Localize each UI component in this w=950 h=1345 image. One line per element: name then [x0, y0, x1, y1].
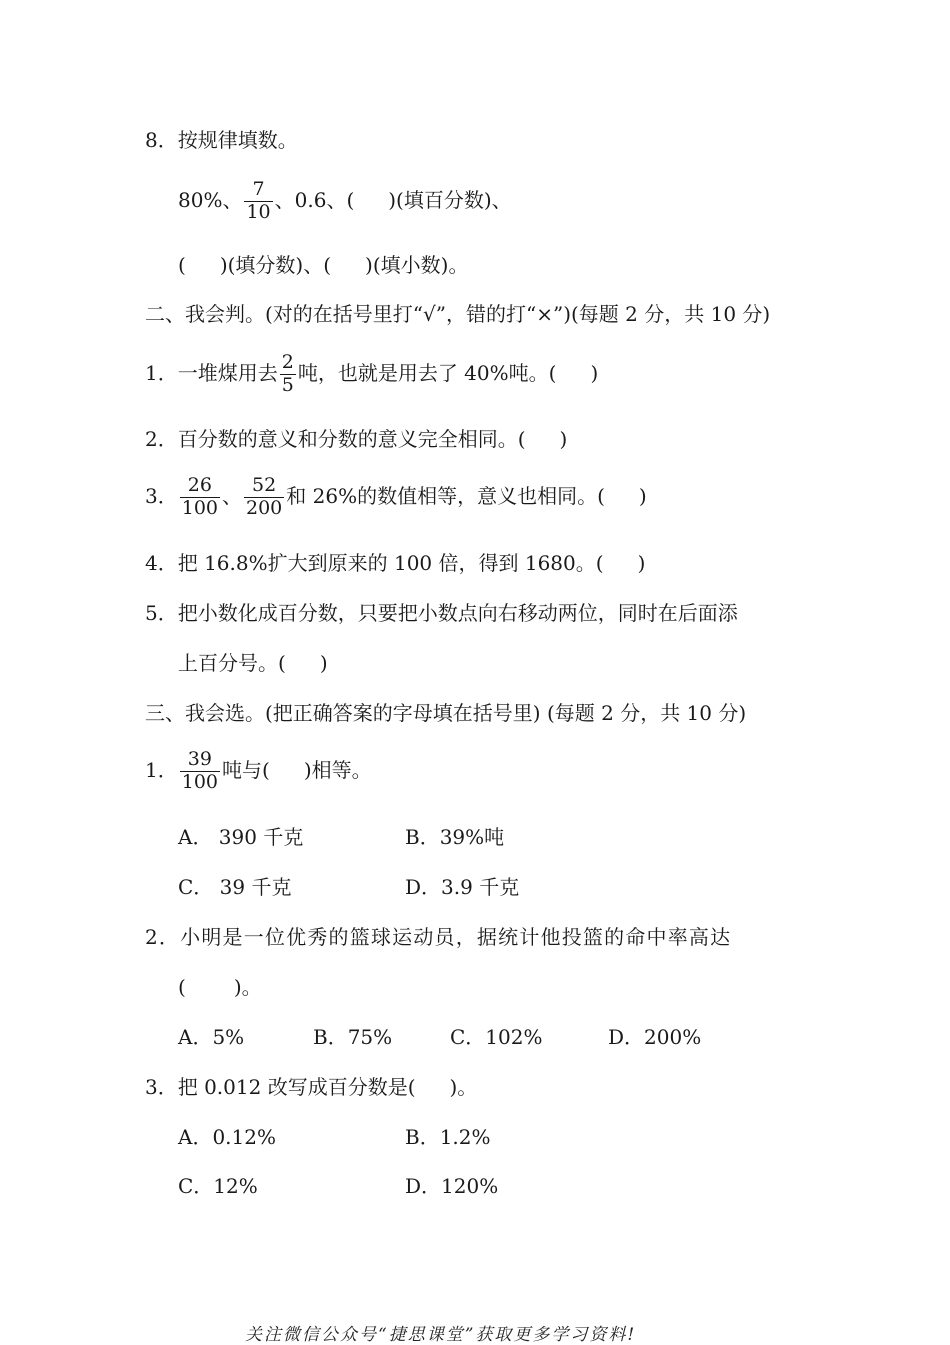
choice-option-c[interactable]: C． 39 千克	[178, 875, 292, 899]
fraction	[244, 180, 272, 223]
question-text: )。	[233, 975, 262, 999]
question-text: 吨与(	[222, 757, 270, 782]
choice-option-d[interactable]: D．200%	[608, 1025, 702, 1049]
choice-option-a[interactable]: A．5%	[178, 1025, 245, 1049]
fraction	[180, 750, 220, 793]
fraction-numerator: 52	[244, 476, 284, 498]
question-text: (	[178, 975, 186, 999]
fraction-denominator: 100	[181, 496, 218, 519]
fraction	[280, 353, 296, 396]
fraction-denominator: 100	[181, 770, 218, 793]
question-text: )相等。	[303, 757, 372, 782]
question-text: 3．	[145, 483, 178, 508]
question-text: )。	[449, 1075, 478, 1099]
choice-option-b[interactable]: B．75%	[313, 1025, 393, 1049]
choice-question-2: 2．小明是一位优秀的篮球运动员，据统计他投篮的命中率高达	[145, 925, 732, 949]
choice-option-a[interactable]: A．0.12%	[178, 1125, 276, 1149]
fraction	[180, 476, 220, 519]
judge-question-4	[145, 553, 645, 573]
q8-text: (	[178, 253, 186, 277]
q8-text: )(填分数)、(	[219, 253, 332, 277]
question-text: 、	[222, 483, 242, 508]
question-text: )	[590, 360, 599, 385]
fraction-numerator: 39	[180, 750, 220, 772]
fraction-denominator: 10	[246, 200, 271, 223]
fraction-numerator: 26	[180, 476, 220, 498]
question-text: 4．把 16.8%扩大到原来的 100 倍，得到 1680。(	[145, 551, 604, 575]
question-text: 2．百分数的意义和分数的意义完全相同。(	[145, 427, 526, 451]
choice-question-2-cont	[178, 977, 262, 997]
choice-option-c[interactable]: C．12%	[178, 1174, 258, 1198]
question-text: )	[638, 483, 647, 508]
choice-option-c[interactable]: C．102%	[450, 1025, 543, 1049]
fraction-denominator: 5	[281, 373, 294, 396]
fraction	[244, 476, 284, 519]
question-text: 吨，也就是用去了 40%吨。(	[297, 360, 557, 385]
q8-text: )(填小数)。	[365, 253, 469, 277]
question-8-row1	[178, 180, 512, 223]
choice-option-a[interactable]: A． 390 千克	[178, 825, 304, 849]
question-text: 3．把 0.012 改写成百分数是(	[145, 1075, 416, 1099]
choice-question-3	[145, 1077, 477, 1097]
question-8-title: 8．按规律填数。	[145, 128, 298, 152]
question-text: 1．一堆煤用去	[145, 360, 278, 385]
question-text: )	[559, 427, 568, 451]
question-text: 和 26%的数值相等，意义也相同。(	[286, 483, 605, 508]
judge-question-5-cont	[178, 653, 328, 673]
question-text: )	[319, 651, 328, 675]
judge-question-1	[145, 353, 598, 396]
section-3-heading: 三、我会选。(把正确答案的字母填在括号里) (每题 2 分，共 10 分)	[145, 701, 747, 725]
fraction-denominator: 200	[246, 496, 283, 519]
fraction-numerator: 2	[281, 351, 294, 373]
question-text: 上百分号。(	[178, 651, 286, 675]
question-8-row2	[178, 255, 468, 275]
q8-text: 、0.6、(	[274, 187, 355, 212]
question-text: )	[637, 551, 646, 575]
choice-option-d[interactable]: D．120%	[405, 1174, 499, 1198]
judge-question-2	[145, 429, 567, 449]
choice-option-d[interactable]: D．3.9 千克	[405, 875, 520, 899]
choice-option-b[interactable]: B．39%吨	[405, 825, 505, 849]
choice-option-b[interactable]: B．1.2%	[405, 1125, 491, 1149]
q8-text: 80%、	[178, 187, 243, 212]
section-2-heading: 二、我会判。(对的在括号里打“√”，错的打“×”)(每题 2 分，共 10 分)	[145, 302, 771, 326]
judge-question-3	[145, 476, 647, 519]
fraction-numerator: 7	[244, 180, 272, 202]
q8-text: )(填百分数)、	[388, 187, 512, 212]
choice-question-1	[145, 750, 372, 793]
judge-question-5: 5．把小数化成百分数，只要把小数点向右移动两位，同时在后面添	[145, 601, 738, 625]
question-text: 1．	[145, 757, 178, 782]
footer-promo: 关注微信公众号“捷思课堂”获取更多学习资料!	[245, 1325, 637, 1345]
